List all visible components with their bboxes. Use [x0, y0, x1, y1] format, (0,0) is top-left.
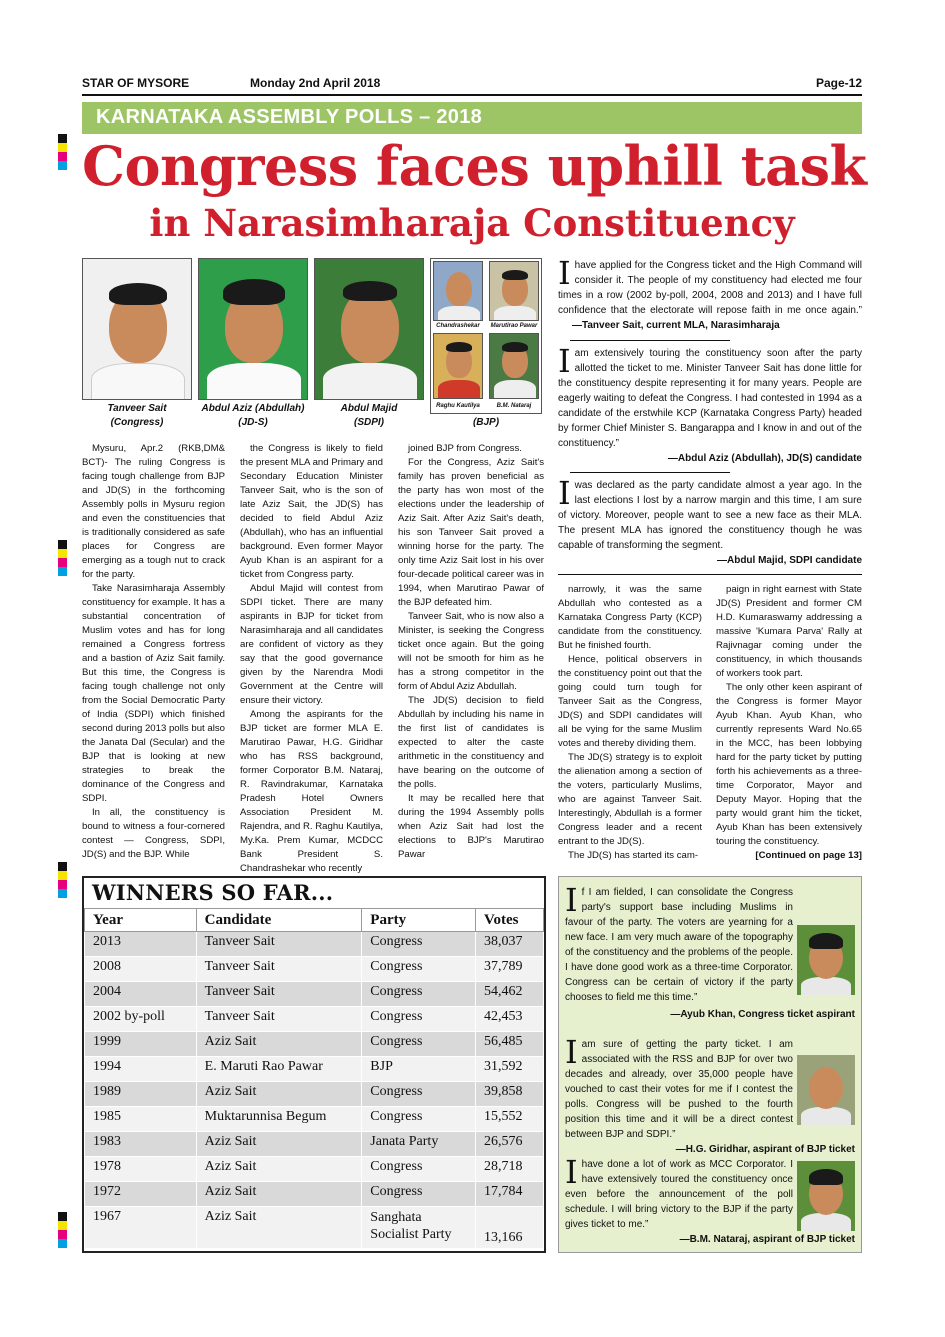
table-row: 2013 Tanveer Sait Congress 38,037 — [85, 932, 544, 957]
continued-note: [Continued on page 13] — [755, 850, 862, 861]
quote-hg-giridhar: Iam sure of getting the party ticket. I am associated with the RSS and BJP for over two decades and already, over 35,000 people have vouched to cast their votes for me if I contest the polls. Congress will be pushed to the fourth position this time and it will be a direct contest between BJP and SDPI.” —H.G. Giridhar, aspirant of BJP ticket — [565, 1033, 855, 1155]
quote-divider-1 — [570, 340, 730, 341]
caption-raghu-kautilya: Raghu Kautilya — [436, 403, 480, 409]
photo-abdul-majid — [314, 258, 424, 400]
header-party: Party — [362, 909, 476, 932]
table-row: 1985 Muktarunnisa Begum Congress 15,552 — [85, 1107, 544, 1132]
issue-date: Monday 2nd April 2018 — [250, 76, 381, 90]
photo-bm-nataraj-side — [797, 1161, 855, 1231]
winners-title: WINNERS SO FAR... — [92, 880, 334, 905]
publication-name: STAR OF MYSORE — [82, 76, 190, 90]
quote-divider-2 — [570, 472, 730, 473]
photo-ayub-khan — [797, 925, 855, 995]
headline-sub: in Narasimharaja Constituency — [149, 201, 795, 245]
caption-chandrashekar: Chandrashekar — [436, 323, 480, 329]
registration-marks-low — [58, 862, 67, 898]
caption-bjp-group: (BJP) — [472, 417, 500, 428]
photo-hg-giridhar — [797, 1055, 855, 1125]
table-row: 1983 Aziz Sait Janata Party 26,576 — [85, 1132, 544, 1157]
aspirant-quotes-box — [558, 876, 862, 1253]
winners-table-box — [82, 876, 546, 1253]
article-col-2: the Congress is likely to field the present MLA and Primary and Secondary Education Minister Tanveer Sait, who is the son of late Aziz Sait, the JD(S) has decided to field Abdul Aziz (Abdullah), who has an influential background. Even former Mayor Ayub Khan is an aspirant for a ticket from Congress party. Abdul Majid will contest from SDPI ticket. There are many aspirants in BJP for ticket from Narasimharaja and all candidates are confident of victory as they say that the good governance given by the Narendra Modi Government at the Centre will ensure their victory. Among the aspirants for the BJP ticket are former MLA E. Marutirao Pawar, H.G. Giridhar who has RSS background, former Corporator B.M. Nataraj, R. Ravindrakumar, Karnataka Pradesh Hotel Owners Association President M. Rajendra, and R. Raghu Kautilya, My.Ka. Prem Kumar, MCDCC Bank President S. Chandrashekar who recently — [240, 443, 383, 874]
quote-bm-nataraj: Ihave done a lot of work as MCC Corporator. I have extensively toured the constituency once even before the announcement of the poll schedule. I will bring victory to the BJP if the party gives ticket to me.” —B.M. Nataraj, aspirant of BJP ticket — [565, 1153, 855, 1245]
page-number: Page-12 — [815, 76, 862, 90]
page-header — [82, 76, 862, 92]
table-row: 1999 Aziz Sait Congress 56,485 — [85, 1032, 544, 1057]
table-row: 1978 Aziz Sait Congress 28,718 — [85, 1157, 544, 1182]
caption-marutirao-pawar: Marutirao Pawar — [490, 323, 538, 329]
header-votes: Votes — [476, 909, 544, 932]
section-title: KARNATAKA ASSEMBLY POLLS – 2018 — [96, 106, 483, 128]
photo-abdul-aziz — [198, 258, 308, 400]
quote-tanveer-sait: Ihave applied for the Congress ticket and the High Command will consider it. The people of my constituency had elected me four times in a row (2002 by-poll, 2004, 2008 and 2013) and I have full confidence that the electorate will repose faith in me once again.” —Tanveer Sait, current MLA, Narasimharaja — [558, 254, 862, 331]
article-col-4: narrowly, it was the same Abdullah who contested as a Karnataka Congress Party (KCP) candidate from the constituency. But he finished fourth. Hence, political observers in the constituency point out that the going could turn tough for Tanveer Sait as the Congress, JD(S) and SDPI candidates will all be vying for the same Muslim votes and thereby dividing them. The JD(S) strategy is to exploit the alienation among a section of the voters, particularly Muslims, who are against Tanveer Sait. Interestingly, Abdullah is a former Congress leader and a recent entrant to the JD(S). The JD(S) has started its cam- — [558, 584, 702, 861]
header-year: Year — [85, 909, 197, 932]
caption-abdul-aziz: Abdul Aziz (Abdullah) (JD-S) — [201, 403, 305, 428]
headline-main: Congress faces uphill task — [82, 134, 867, 198]
photo-marutirao-pawar — [489, 261, 539, 321]
photo-tanveer-sait — [82, 258, 192, 400]
table-row: 1994 E. Maruti Rao Pawar BJP 31,592 — [85, 1057, 544, 1082]
registration-marks-mid — [58, 540, 67, 576]
article-col-1: Mysuru, Apr.2 (RKB,DM& BCT)- The ruling Congress is facing tough challenge from BJP and JD(S) in the forthcoming Assembly polls in Mysuru region and even the constituencies that is traditionally considered as safe places for Congress are emerging as a tough nut to crack for the party. Take Narasimharaja Assembly constituency for example. It has a substantial concentration of Muslim votes and has for long remained a Congress fortress and a bastion of Aziz Sait family. But this time, the Congress is facing tough challenge not only from the Social Democratic Party of India (SDPI) which finished second during 2013 polls but also the Janata Dal (Secular) and the BJP that is looking at new strategies to break the dominance of the Congress and SDPI. In all, the constituency is bound to witness a four-cornered contest — Congress, SDPI, JD(S) and the BJP. While — [82, 443, 225, 860]
winners-header-row — [85, 909, 544, 932]
table-row: 1989 Aziz Sait Congress 39,858 — [85, 1082, 544, 1107]
header-rule — [82, 94, 862, 96]
bjp-aspirants-panel — [430, 258, 542, 414]
table-row: 2004 Tanveer Sait Congress 54,462 — [85, 982, 544, 1007]
section-band — [82, 102, 862, 134]
article-col-3: joined BJP from Congress. For the Congress, Aziz Sait's family has proven beneficial as the party has won most of the elections under the leadership of Aziz Sait. After Aziz Sait's death, his son Tanveer Sait proved a winning horse for the party. The only time Aziz Sait lost in his over four-decade political career was in 1994, when Marutirao Pawar of the BJP defeated him. Tanveer Sait, who is now also a Minister, is seeking the Congress ticket once again. But the going will not be smooth for him as he has a strong competitor in the form of Abdul Aziz Abdullah. The JD(S) decision to field Abdullah by including his name in the first list of candidates is expected to alter the caste arithmetic in the constituency and have bearing on the outcome of the polls. It may be recalled here that during the 1994 Assembly polls when Aziz Sait had lost the elections to BJP's Marutirao Pawar — [398, 443, 544, 860]
registration-marks-bottom — [58, 1212, 67, 1248]
quote-abdul-majid: Iwas declared as the party candidate almost a year ago. In the last elections I lost by a narrow margin and this time, I am sure of victory. Moreover, people want to see a new face as their MLA. The present MLA has ignored the constituency though he was capable of transforming the segment. —Abdul Majid, SDPI candidate — [558, 474, 862, 566]
table-row: 1967 Aziz Sait Sanghata Socialist Party 13,166 — [85, 1207, 544, 1249]
quote-abdul-aziz: Iam extensively touring the constituency soon after the party allotted the ticket to me. Minister Tanveer Sait has done little for the constituency despite representing it for many years. People are eagerly waiting to defeat the Congress. I had contested in 1994 as a candidate of the erstwhile KCP (Karnataka Congress Party) headed by former Chief Minister S. Bangarappa and I know in and out of the constituency.” —Abdul Aziz (Abdullah), JD(S) candidate — [558, 342, 862, 464]
header-candidate: Candidate — [196, 909, 362, 932]
photo-bm-nataraj — [489, 333, 539, 399]
table-row: 2008 Tanveer Sait Congress 37,789 — [85, 957, 544, 982]
table-row: 2002 by-poll Tanveer Sait Congress 42,453 — [85, 1007, 544, 1032]
table-row: 1972 Aziz Sait Congress 17,784 — [85, 1182, 544, 1207]
photo-raghu-kautilya — [433, 333, 483, 399]
caption-tanveer-sait: Tanveer Sait (Congress) — [107, 403, 167, 428]
registration-marks-top — [58, 134, 67, 170]
photo-chandrashekar — [433, 261, 483, 321]
article-col-5: paign in right earnest with State JD(S) President and former CM H.D. Kumaraswamy addressing a massive 'Kumara Parva' Rally at Rajivnagar coming under the constituency, in which thousands of workers took part. The only other keen aspirant of the Congress is former Mayor Ayub Khan. Ayub Khan, who currently represents Ward No.65 in the MCC, has been lobbying hard for the party ticket by putting forth his achievements as a three-time Corporator, Mayor and Deputy Mayor. Hoping that the party would grant him the ticket, Ayub Khan has been extensively touring the constituency. [Continued on page 13] — [716, 584, 862, 861]
caption-abdul-majid: Abdul Majid (SDPI) — [340, 403, 398, 428]
caption-bm-nataraj: B.M. Nataraj — [496, 403, 532, 409]
quote-ayub-khan: If I am fielded, I can consolidate the Congress party's support base including Muslims in favour of the party. The voters are yearning for a new face. I am very much aware of the topography of the constituency and the problems of the people. I have done good work as a three-time Corporator. Congress can be certain of victory if the party chooses to field me this time.” —Ayub Khan, Congress ticket aspirant — [565, 881, 855, 1020]
winners-table — [84, 908, 544, 1249]
quote-divider-3 — [558, 574, 862, 575]
